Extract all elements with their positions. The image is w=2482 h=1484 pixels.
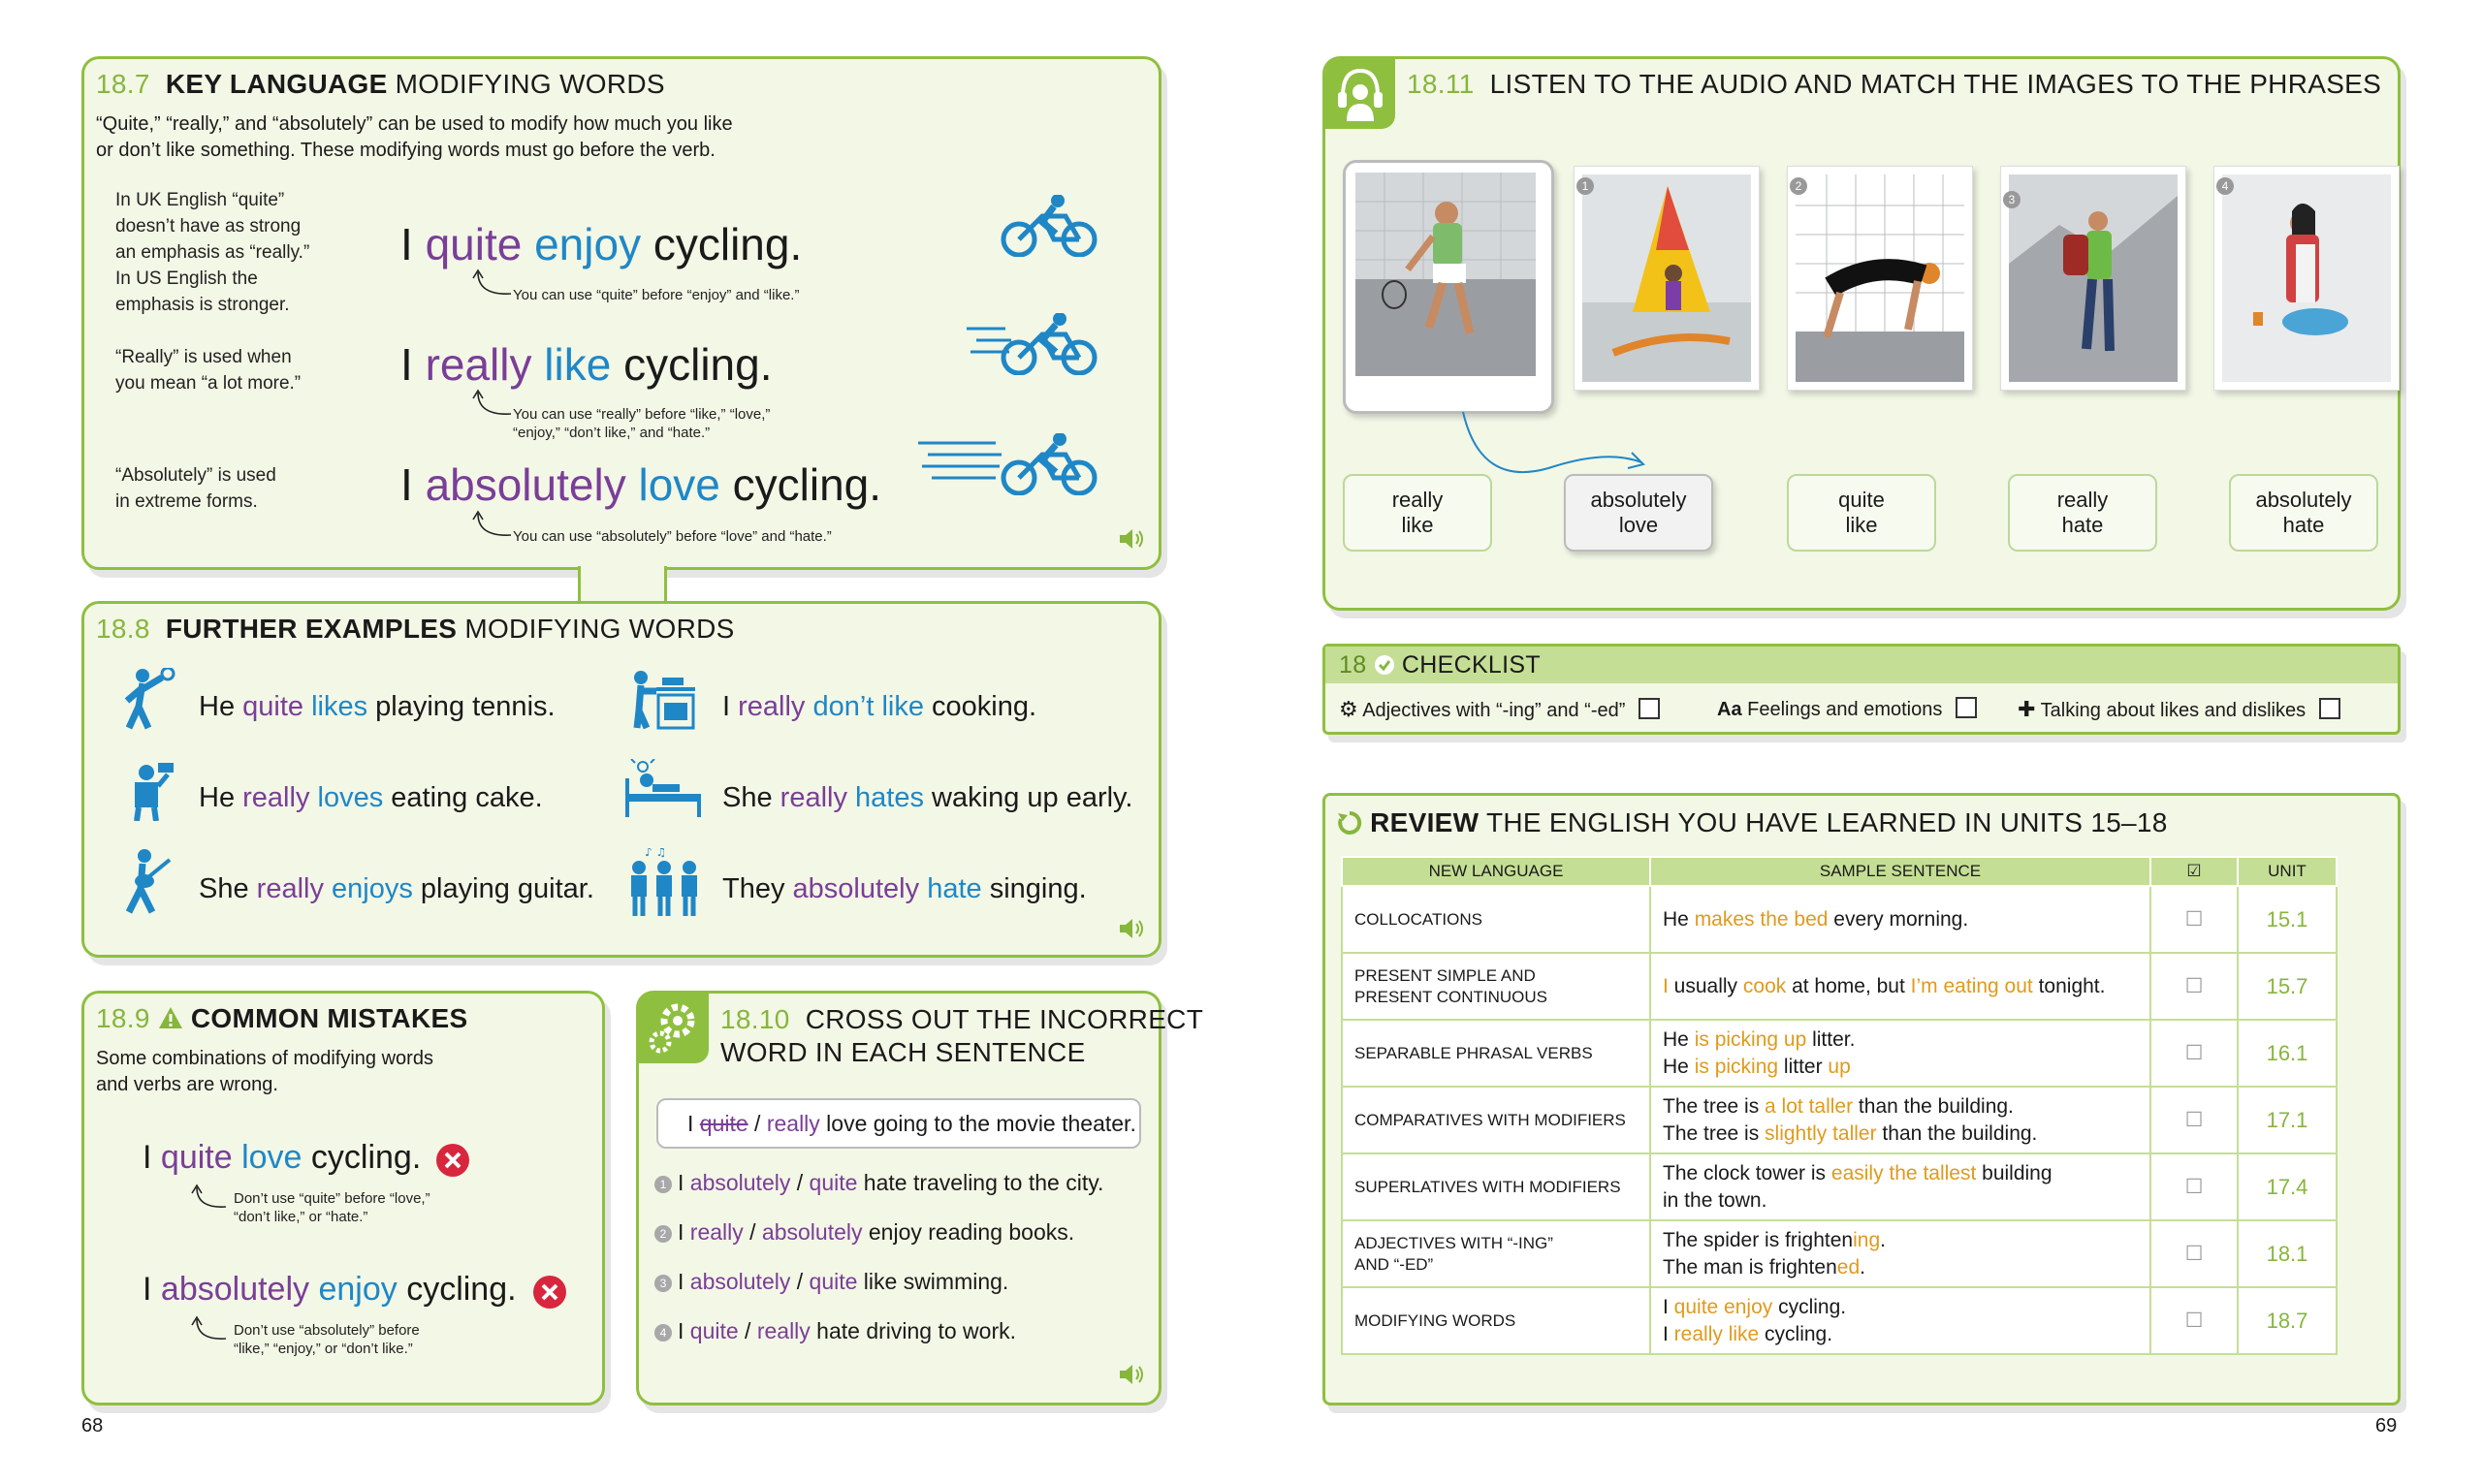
exercise-item[interactable]: 1 I absolutely / quite hate traveling to the city. (654, 1170, 1103, 1196)
exercise-item[interactable]: 3 I absolutely / quite like swimming. (654, 1269, 1008, 1295)
usage-note: You can use “absolutely” before “love” and “hate.” (513, 528, 832, 545)
cook-icon (627, 668, 699, 730)
incorrect-sentence: I absolutely enjoy cycling. (143, 1271, 517, 1308)
example-sentence: I quite enjoy cycling. (400, 219, 803, 269)
swimmer-image (1788, 167, 1972, 390)
table-row: COMPARATIVES WITH MODIFIERS The tree is a lot taller than the building. The tree is slightly taller than the building. ☐ 17.1 (1342, 1087, 2337, 1153)
common-mistakes-panel (81, 991, 605, 1405)
phrase-card-selected[interactable]: absolutely love (1564, 474, 1713, 552)
phrase-card[interactable]: really hate (2008, 474, 2157, 552)
photo-number: 3 (2000, 191, 2029, 212)
key-language-panel (81, 56, 1161, 570)
photo-number: 1 (1574, 177, 1603, 199)
gears-icon: ⚙ (1339, 697, 1358, 721)
example-sentence: He quite likes playing tennis. (199, 691, 556, 722)
mistake-note: Don’t use “absolutely” before “like,” “enjoy,” or “don’t like.” (234, 1322, 420, 1357)
windsurfer-image (1575, 167, 1759, 390)
example-sentence: He really loves eating cake. (199, 782, 543, 813)
checklist-panel (1322, 644, 2401, 735)
table-row: PRESENT SIMPLE AND PRESENT CONTINUOUS I usually cook at home, but I’m eating out tonight. ☐ 15.7 (1342, 953, 2337, 1020)
incorrect-sentence: I quite love cycling. (143, 1139, 422, 1176)
panel-connector (578, 566, 667, 605)
checkbox-header-icon: ☑ (2186, 862, 2202, 880)
checkbox[interactable]: ☐ (2150, 1153, 2238, 1220)
phrase-card[interactable]: absolutely hate (2229, 474, 2378, 552)
exercise-item[interactable]: 2 I really / absolutely enjoy reading books. (654, 1219, 1074, 1246)
absolutely-note: “Absolutely” is used in extreme forms. (115, 465, 276, 512)
table-row: COLLOCATIONS He makes the bed every morning. ☐ 15.1 (1342, 886, 2337, 953)
curved-arrow-icon (191, 1184, 230, 1211)
cake-eater-icon (119, 759, 175, 821)
review-table (1341, 856, 2338, 1355)
usage-note: You can use “quite” before “enjoy” and “like.” (513, 287, 800, 303)
tennis-player-image (1346, 163, 1545, 405)
page-number: 69 (2375, 1415, 2398, 1437)
checklist-item: ⚙ Adjectives with “-ing” and “-ed” (1339, 697, 1660, 722)
guitar-player-icon (119, 848, 175, 914)
warning-icon (158, 1006, 183, 1029)
svg-text:♪ ♫: ♪ ♫ (645, 848, 667, 859)
error-cross-icon (532, 1275, 567, 1310)
curved-arrow-icon (472, 389, 515, 420)
phrase-card[interactable]: really like (1343, 474, 1492, 552)
listening-exercise-panel (1322, 56, 2401, 611)
worked-example: I quite / really love going to the movie theater. (656, 1098, 1141, 1149)
example-sentence: She really enjoys playing guitar. (199, 873, 594, 904)
table-row: SUPERLATIVES WITH MODIFIERS The clock tower is easily the tallest building in the town. ☐ 17.4 (1342, 1153, 2337, 1220)
usage-note: You can use “really” before “like,” “love,” “enjoy,” “don’t like,” and “hate.” (513, 406, 771, 441)
recycle-review-icon (1337, 810, 1362, 836)
section-heading: 18.11 LISTEN TO THE AUDIO AND MATCH THE IMAGES TO THE PHRASES (1407, 69, 2382, 99)
curved-arrow-icon (191, 1315, 230, 1342)
checkbox[interactable] (1639, 698, 1660, 719)
audio-speaker-icon[interactable] (1118, 526, 1147, 552)
table-row: ADJECTIVES WITH “-ING” AND “-ED” The spider is frightening. The man is frightened. ☐ 18.1 (1342, 1220, 2337, 1287)
review-panel (1322, 793, 2401, 1405)
headphones-icon (1325, 59, 1395, 129)
really-note: “Really” is used when you mean “a lot more.” (115, 347, 302, 394)
exercise-item[interactable]: 4 I quite / really hate driving to work. (654, 1318, 1016, 1344)
checkbox[interactable]: ☐ (2150, 886, 2238, 953)
checkbox[interactable]: ☐ (2150, 1087, 2238, 1153)
photo-tennis (1343, 160, 1554, 414)
mistake-note: Don’t use “quite” before “love,” “don’t like,” or “hate.” (234, 1190, 430, 1225)
audio-speaker-icon[interactable] (1118, 916, 1147, 941)
checklist-item: ✚ Talking about likes and dislikes (2018, 697, 2340, 722)
example-sentence: She really hates waking up early. (722, 782, 1133, 813)
alarm-bed-icon (623, 759, 703, 819)
singers-icon (623, 848, 705, 916)
curved-arrow-icon (472, 268, 515, 300)
checkbox[interactable] (2319, 698, 2340, 719)
further-examples-panel (81, 601, 1161, 958)
photo-swimming (1787, 166, 1973, 391)
gears-icon (639, 994, 709, 1063)
cyclist-fast-icon (918, 433, 1102, 495)
section-heading: 18.9 COMMON MISTAKES (96, 1003, 468, 1033)
table-header: NEW LANGUAGE SAMPLE SENTENCE ☑ UNIT (1342, 857, 2337, 886)
check-circle-icon (1374, 654, 1395, 676)
table-row: MODIFYING WORDS I quite enjoy cycling. I really like cycling. ☐ 18.7 (1342, 1287, 2337, 1354)
phrase-card[interactable]: quite like (1787, 474, 1936, 552)
section-heading: REVIEW THE ENGLISH YOU HAVE LEARNED IN UNITS 15–18 (1337, 807, 2168, 838)
audio-speaker-icon[interactable] (1118, 1362, 1147, 1387)
baker-image (2214, 167, 2399, 390)
headphones-badge (1325, 59, 1395, 129)
example-sentence: I really don’t like cooking. (722, 691, 1037, 722)
uk-us-note: In UK English “quite” doesn’t have as strong an emphasis as “really.” In US English the emphasis is stronger. (115, 190, 310, 315)
section-heading: 18.7 KEY LANGUAGE MODIFYING WORDS (96, 69, 665, 99)
example-sentence: I really like cycling. (400, 339, 773, 390)
photo-number: 2 (1787, 177, 1816, 199)
checkbox[interactable]: ☐ (2150, 1287, 2238, 1354)
section-heading: 18.10 CROSS OUT THE INCORRECT WORD IN EACH SENTENCE (720, 1004, 1204, 1067)
intro-text: “Quite,” “really,” and “absolutely” can be used to modify how much you like or don’t like something. These modifying words must go before the verb. (96, 113, 733, 161)
checkbox[interactable] (1956, 697, 1977, 718)
aa-icon: Aa (1717, 699, 1742, 720)
page-number: 68 (81, 1415, 104, 1437)
checkbox[interactable]: ☐ (2150, 1020, 2238, 1087)
checkbox[interactable]: ☐ (2150, 1220, 2238, 1287)
checklist-header: 18 CHECKLIST (1325, 647, 2398, 683)
example-sentence: They absolutely hate singing. (722, 873, 1087, 904)
photo-windsurfing (1574, 166, 1760, 391)
error-cross-icon (435, 1143, 470, 1178)
cross-out-exercise-panel (636, 991, 1204, 1405)
tennis-player-icon (119, 668, 175, 732)
puzzle-piece-icon: ✚ (2018, 697, 2036, 721)
photo-number: 4 (2213, 177, 2243, 199)
photo-cooking (2213, 166, 2400, 391)
intro-text: Some combinations of modifying words and verbs are wrong. (96, 1048, 433, 1095)
gears-badge (639, 994, 709, 1063)
cyclist-icon (996, 195, 1102, 257)
example-sentence: I absolutely love cycling. (400, 459, 882, 510)
cyclist-speed-icon (967, 313, 1102, 375)
checkbox[interactable]: ☐ (2150, 953, 2238, 1020)
section-heading: 18.8 FURTHER EXAMPLES MODIFYING WORDS (96, 614, 735, 644)
curved-arrow-icon (472, 510, 515, 541)
checklist-item: Aa Feelings and emotions (1717, 697, 1977, 721)
table-row: SEPARABLE PHRASAL VERBS He is picking up litter. He is picking litter up ☐ 16.1 (1342, 1020, 2337, 1087)
